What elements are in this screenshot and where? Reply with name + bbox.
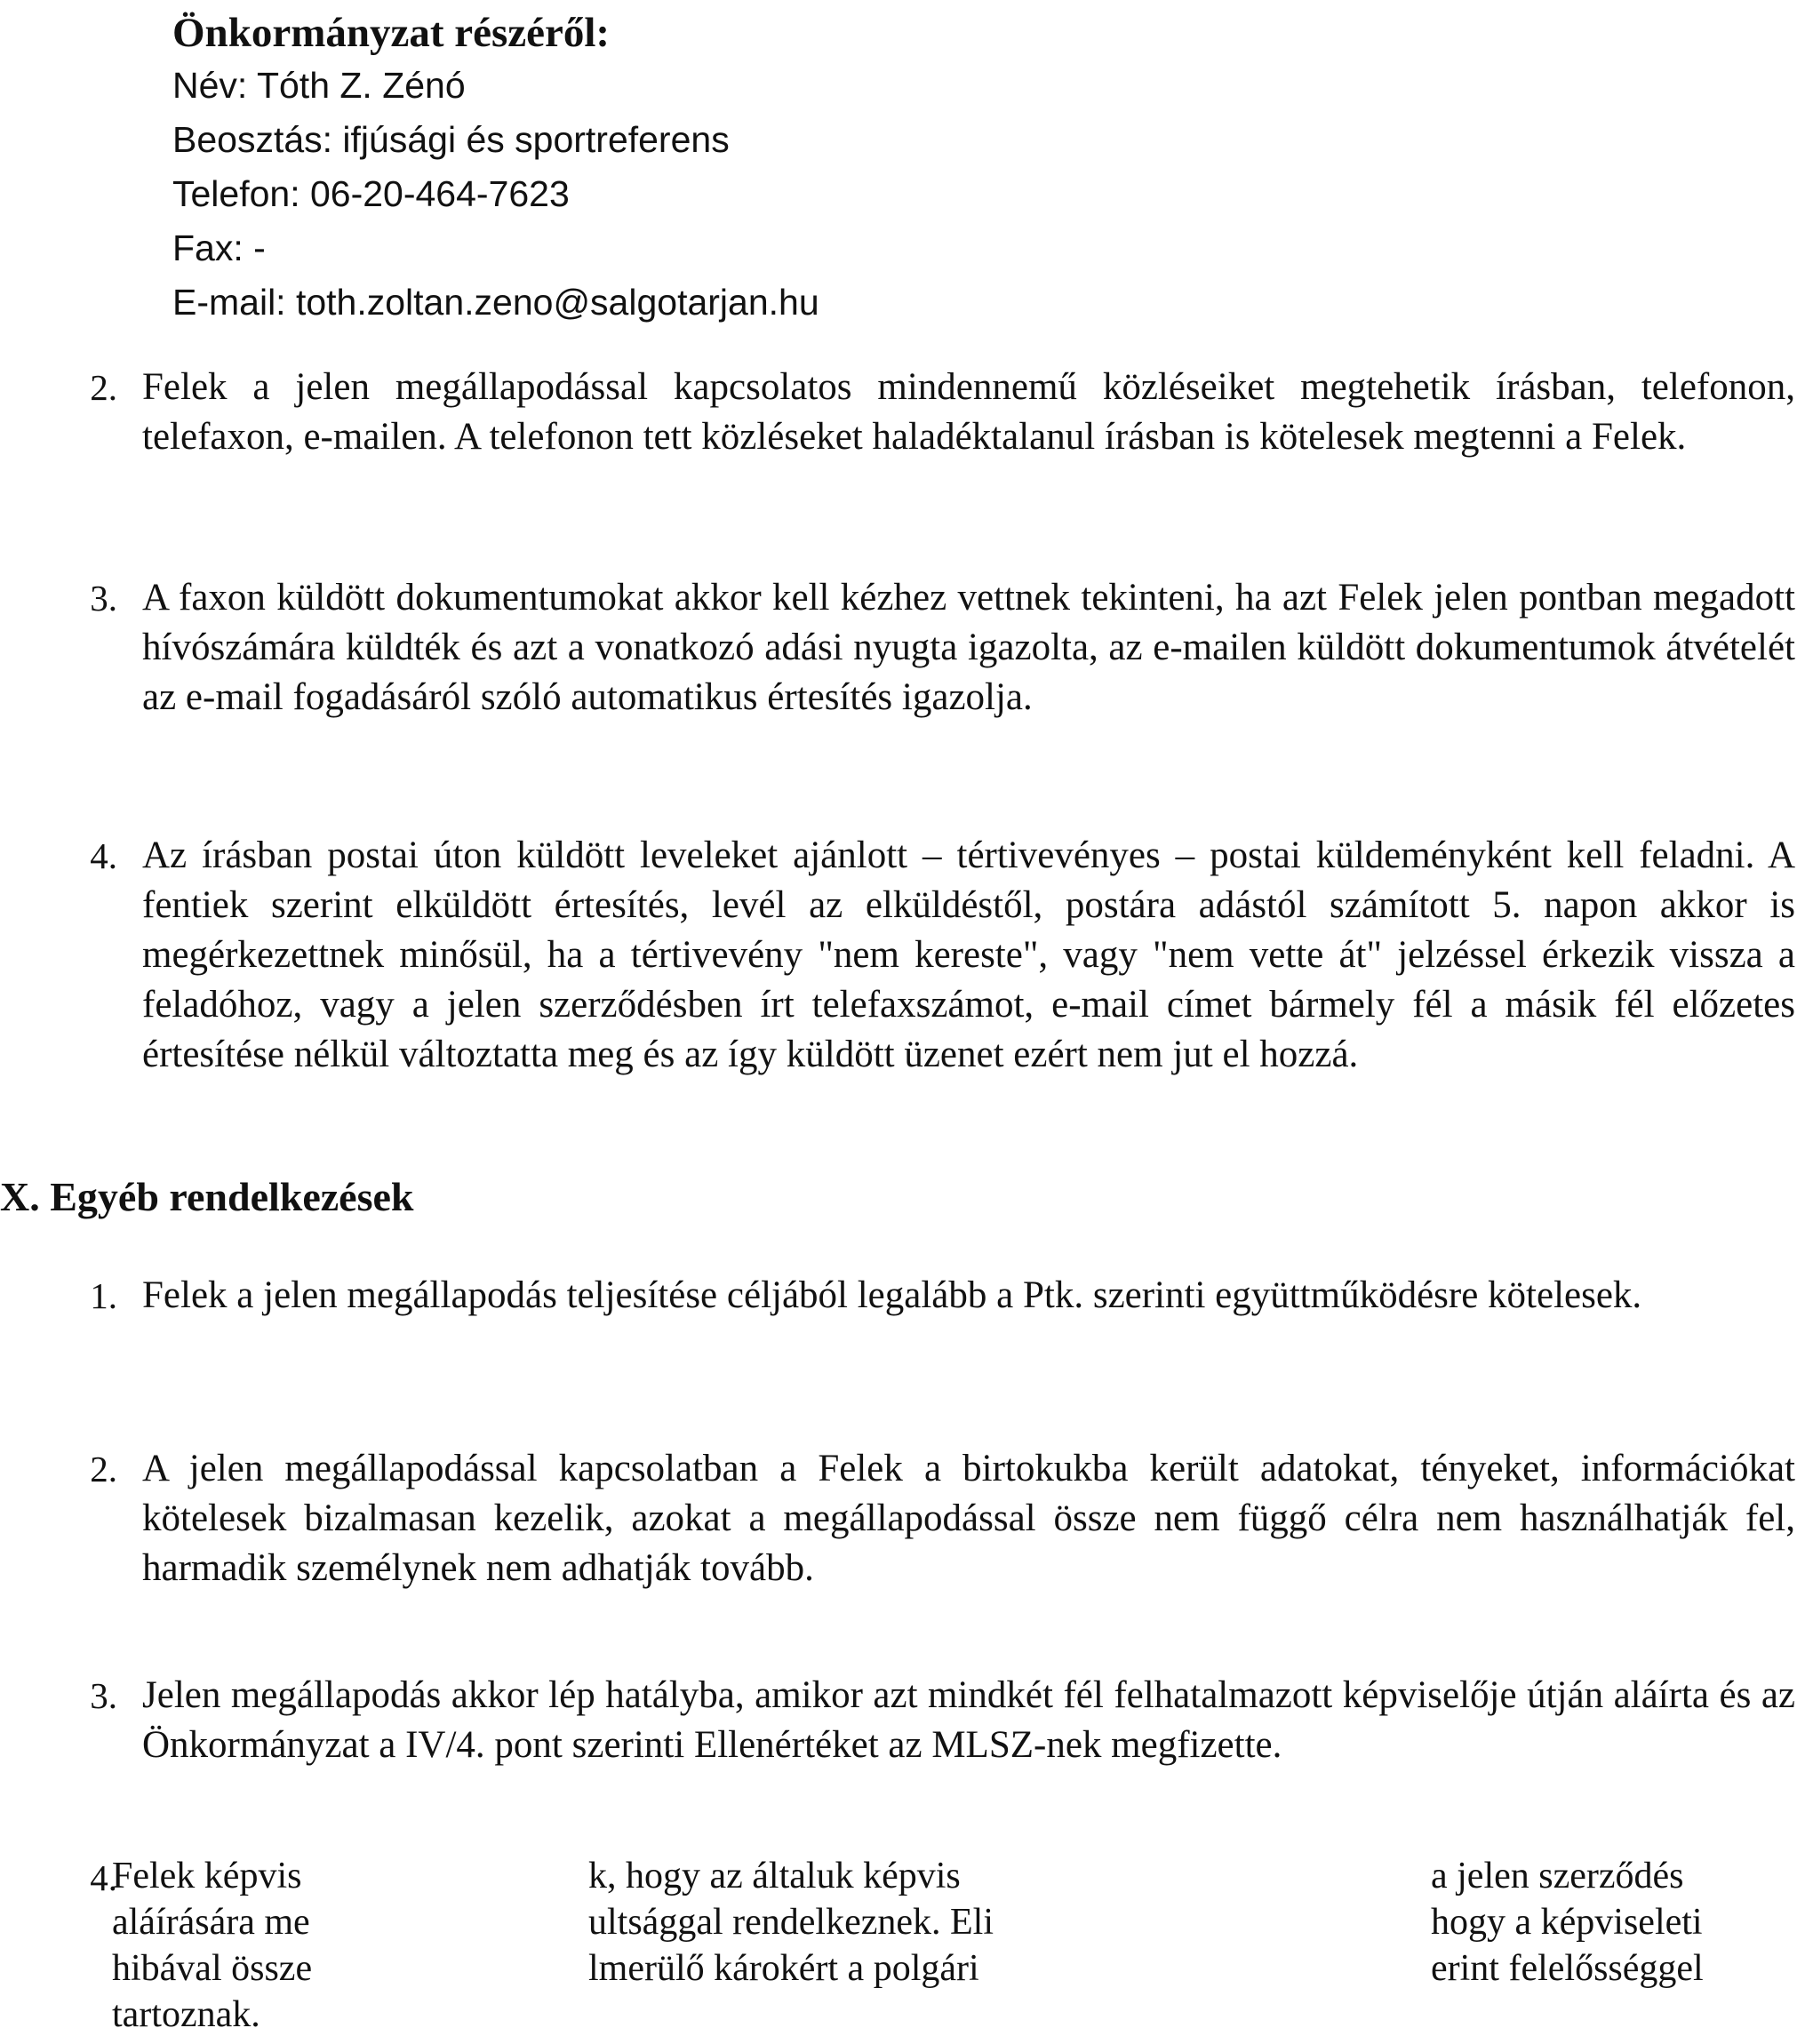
- contact-heading: Önkormányzat részéről:: [172, 10, 611, 56]
- fragment-text: lmerülő károkért a polgári: [588, 1948, 979, 1989]
- item-text: Felek a jelen megállapodás teljesítése céljából legalább a Ptk. szerinti együttműködésre kötelesek.: [142, 1274, 1642, 1316]
- item-text: A faxon küldött dokumentumokat akkor kell kézhez vettnek tekinteni, ha azt Felek jelen pontban megadott hívószámára küldték és azt a vonatkozó adási nyugta igazolta, az e-mailen küldött dokumentumok átvételét az e-mail fogadásáról szóló automatikus értesítés igazolja.: [142, 577, 1795, 718]
- item-number: 3.: [90, 1675, 117, 1716]
- item-number: 1.: [90, 1275, 117, 1316]
- contact-name: Név: Tóth Z. Zénó: [172, 65, 466, 106]
- fragment-text: erint felelősséggel: [1431, 1948, 1704, 1989]
- item-number: 4.: [90, 1857, 117, 1898]
- contact-fax: Fax: -: [172, 228, 266, 268]
- fragment-text: k, hogy az általuk képvis: [588, 1856, 961, 1896]
- fragment-text: hogy a képviseleti: [1431, 1902, 1703, 1943]
- item-text: Felek a jelen megállapodással kapcsolatos mindennemű közléseiket megtehetik írásban, telefonon, telefaxon, e-mailen. A telefonon tett közléseket haladéktalanul írásban is kötelesek megtenni a Felek.: [142, 366, 1795, 458]
- item-number: 2.: [90, 1449, 117, 1489]
- item-number: 2.: [90, 367, 117, 408]
- contact-position: Beosztás: ifjúsági és sportreferens: [172, 119, 730, 160]
- fragment-text: Felek képvis: [112, 1856, 302, 1896]
- fragment-text: a jelen szerződés: [1431, 1856, 1684, 1896]
- contact-email: E-mail: toth.zoltan.zeno@salgotarjan.hu: [172, 282, 819, 323]
- section-heading: X. Egyéb rendelkezések: [0, 1174, 414, 1219]
- item-text: Az írásban postai úton küldött leveleket ajánlott – tértivevényes – postai küldeményként kell feladni. A fentiek szerint elküldött értesítés, levél az elküldéstől, postára adástól számított 5. napon akkor is megérkezettnek minősül, ha a tértivevény "nem kereste", vagy "nem vette át" jelzéssel érkezik vissza a feladóhoz, vagy a jelen szerződésben írt telefaxszámot, e-mail címet bármely fél a másik fél előzetes értesítése nélkül változtatta meg és az így küldött üzenet ezért nem jut el hozzá.: [142, 834, 1795, 1075]
- item-text: A jelen megállapodással kapcsolatban a Felek a birtokukba került adatokat, tényeket, információkat kötelesek bizalmasan kezelik, azokat a megállapodással össze nem függő célra nem használhatják fel, harmadik személynek nem adhatják tovább.: [142, 1448, 1795, 1589]
- fragment-text: tartoznak.: [112, 1994, 260, 2035]
- item-text: Jelen megállapodás akkor lép hatályba, amikor azt mindkét fél felhatalmazott képviselője útján aláírta és az Önkormányzat a IV/4. pont szerinti Ellenértéket az MLSZ-nek megfizette.: [142, 1674, 1795, 1766]
- contact-block: [172, 7, 1061, 330]
- fragment-text: ultsággal rendelkeznek. Eli: [588, 1902, 994, 1943]
- item-number: 3.: [90, 578, 117, 619]
- item-number: 4.: [90, 835, 117, 876]
- fragment-text: hibával össze: [112, 1948, 313, 1989]
- fragment-text: aláírására me: [112, 1902, 310, 1943]
- contact-phone: Telefon: 06-20-464-7623: [172, 173, 570, 214]
- list-item-partial: [0, 1853, 1813, 2044]
